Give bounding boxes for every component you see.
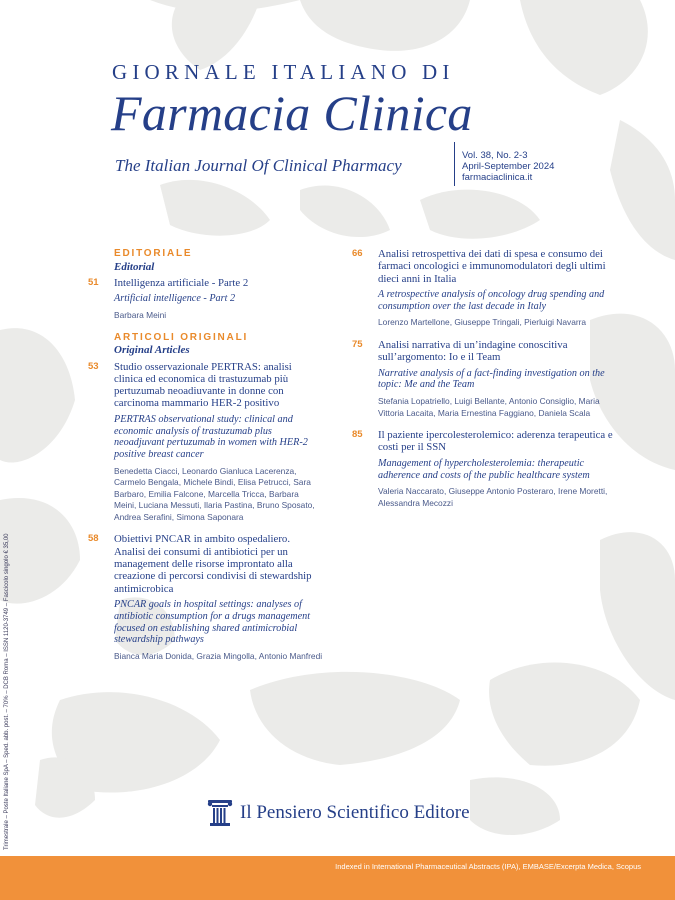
section-editoriale-en: Editorial xyxy=(114,260,155,273)
contents-left-column xyxy=(88,248,323,673)
article-title: Analisi narrativa di un’indagine conoscitiva sull’argomento: Io e il Team xyxy=(378,338,568,364)
article-authors: Bianca Maria Donida, Grazia Mingolla, Antonio Manfredi xyxy=(114,651,323,662)
article-title-en: Artificial intelligence - Part 2 xyxy=(114,293,236,305)
section-articoli: ARTICOLI ORIGINALI xyxy=(114,331,249,343)
issue-volume: Vol. 38, No. 2-3 xyxy=(462,150,528,161)
article-title-en: PNCAR goals in hospital settings: analyses of antibiotic consumption for a drugs management focused on establishing shared antimicrobial stewardship pathways xyxy=(114,598,311,646)
article-title-en: PERTRAS observational study: clinical and economic analysis of trastuzumab plus neoadjuvant pertuzumab in women with HER-2 positive breast cancer xyxy=(114,413,308,461)
issue-divider xyxy=(454,142,455,186)
page-number: 66 xyxy=(352,248,363,259)
article-title: Studio osservazionale PERTRAS: analisi clinica ed economica di trastuzumab più pertuzumab neoadiuvante in donne con carcinoma mammario HER-2 positivo xyxy=(114,360,292,410)
issue-date: April-September 2024 xyxy=(462,161,555,172)
issue-info xyxy=(462,150,554,183)
page-number: 53 xyxy=(88,360,99,372)
section-articoli-en: Original Articles xyxy=(114,344,190,357)
article-entry[interactable] xyxy=(352,248,620,329)
article-title: Il paziente ipercolesterolemico: aderenza terapeutica e costi per il SSN xyxy=(378,429,613,454)
issue-website[interactable]: farmaciaclinica.it xyxy=(462,172,533,183)
footer-bar xyxy=(0,856,675,900)
article-authors: Benedetta Ciacci, Leonardo Gianluca Lacerenza, Carmelo Bengala, Michele Bindi, Elisa Petrucci, Sara Barbaro, Emilia Falcone, Marcella Tricca, Barbara Meini, Luciana Messuti, Ilaria Pastina, Bruno Sposato, Andrea Serafini, Simona Saponara xyxy=(114,465,315,522)
article-entry[interactable] xyxy=(352,429,620,509)
footer-indexing-text: Indexed in International Pharmaceutical Abstracts (IPA), EMBASE/Excerpta Medica, Scopus xyxy=(335,862,641,871)
article-entry[interactable] xyxy=(88,361,323,524)
contents-right-column xyxy=(352,248,620,519)
publisher xyxy=(205,798,470,828)
article-title: Intelligenza artificiale - Parte 2 xyxy=(114,277,249,289)
page-number: 58 xyxy=(88,533,99,545)
article-title-en: A retrospective analysis of oncology drug spending and consumption over the last decade in Italy xyxy=(378,288,605,312)
column-logo-icon xyxy=(205,798,235,828)
page-number: 51 xyxy=(88,277,99,288)
page-number: 85 xyxy=(352,429,363,441)
article-title: Obiettivi PNCAR in ambito ospedaliero. Analisi dei consumi di antibiotici per un management delle risorse improntato alla creazione di percorsi condivisi di stewardship antimicrobica xyxy=(114,533,312,595)
article-authors: Lorenzo Martellone, Giuseppe Tringali, Pierluigi Navarra xyxy=(378,317,587,328)
article-entry[interactable] xyxy=(88,533,323,662)
article-entry[interactable] xyxy=(88,277,323,322)
publisher-name: Il Pensiero Scientifico Editore xyxy=(240,802,470,823)
article-title-en: Management of hypercholesterolemia: therapeutic adherence and costs of the public healthcare system xyxy=(378,457,590,481)
article-authors: Stefania Lopatriello, Luigi Bellante, Antonio Consiglio, Maria Vittoria Lacaita, Maria Ernestina Faggiano, Daniela Scala xyxy=(378,396,600,418)
article-title: Analisi retrospettiva dei dati di spesa e consumo dei farmaci oncologici e immunomodulatori degli ultimi dieci anni in Italia xyxy=(378,248,606,285)
journal-title: Farmacia Clinica xyxy=(111,85,473,141)
journal-top-line: GIORNALE ITALIANO DI xyxy=(112,60,455,84)
section-editoriale: EDITORIALE xyxy=(114,248,193,259)
spine-text: Trimestrale – Poste Italiane SpA – Sped. abb. post. – 70% – DCB Roma – ISSN 1120-3749 – Fascicolo singolo € 35,00 xyxy=(4,533,10,850)
article-title-en: Narrative analysis of a fact-finding investigation on the topic: Me and the Team xyxy=(378,367,605,391)
journal-subtitle: The Italian Journal Of Clinical Pharmacy xyxy=(115,156,402,175)
page-number: 75 xyxy=(352,338,363,350)
article-entry[interactable] xyxy=(352,339,620,419)
article-authors: Valeria Naccarato, Giuseppe Antonio Posteraro, Irene Moretti, Alessandra Mecozzi xyxy=(378,486,608,508)
article-authors: Barbara Meini xyxy=(114,310,167,321)
